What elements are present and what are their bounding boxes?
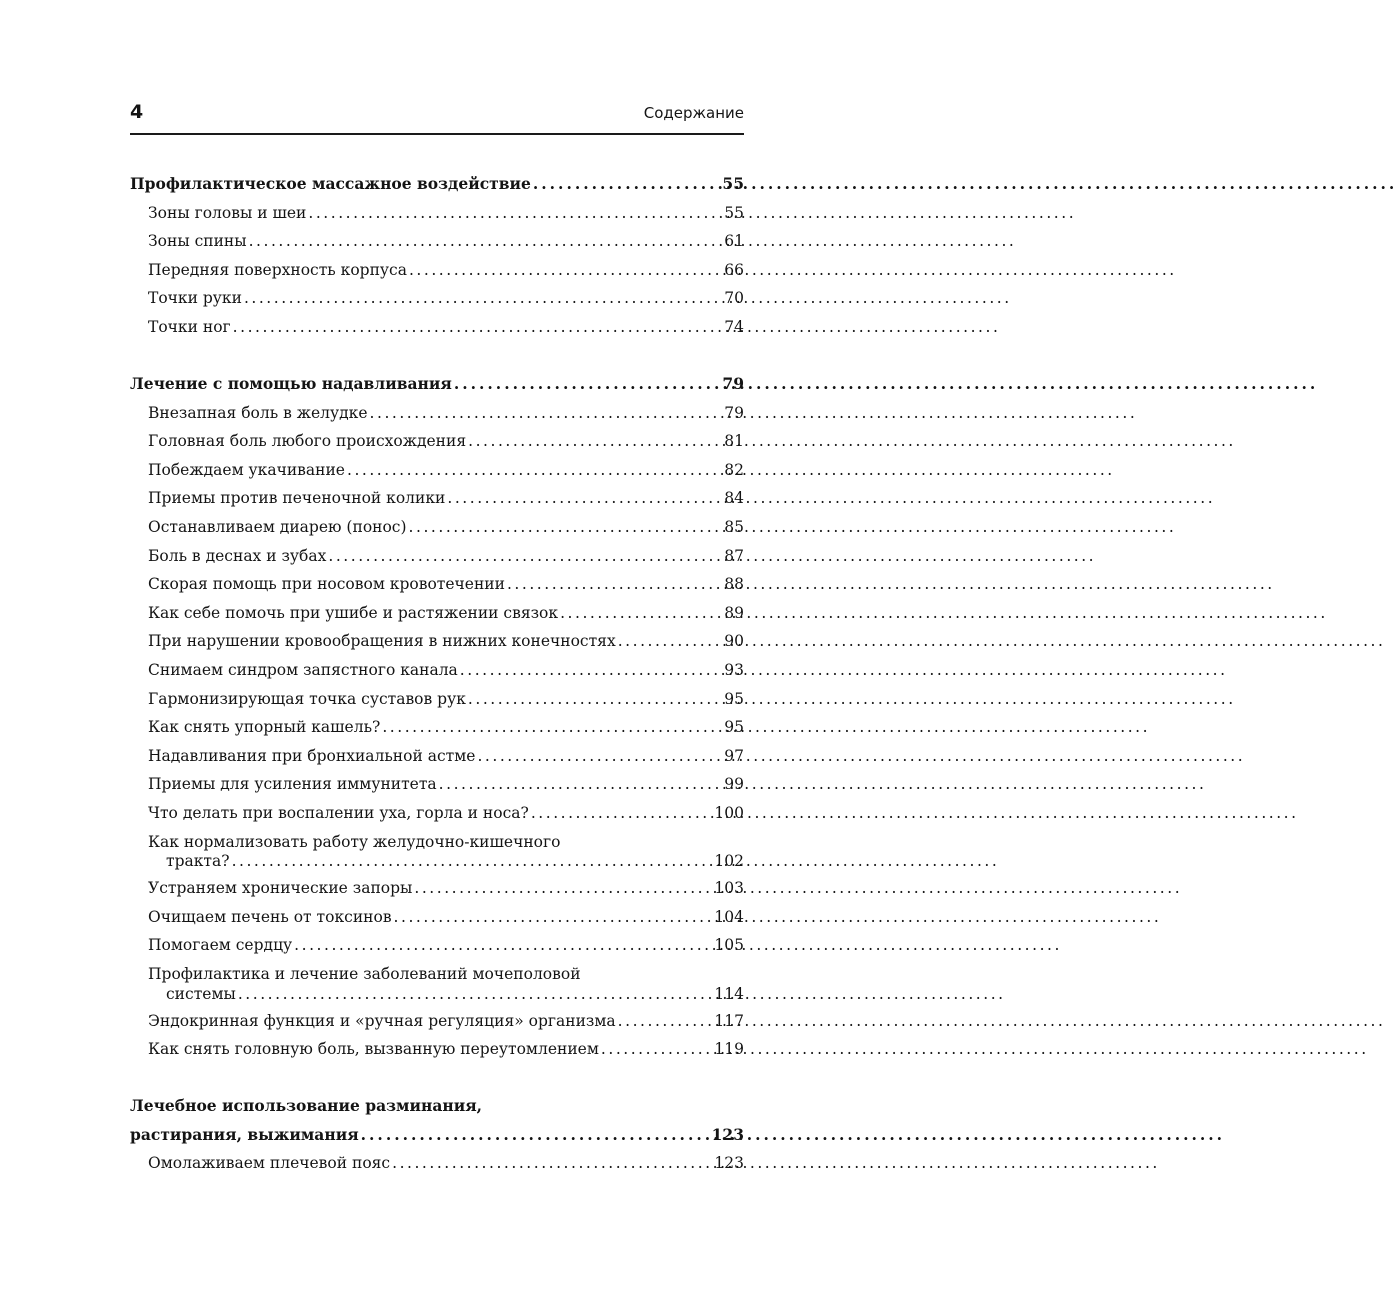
entry-title: Что делать при воспалении уха, горла и носа? — [148, 803, 529, 822]
dot-leader — [328, 542, 722, 571]
dot-leader — [454, 370, 721, 399]
dot-leader — [468, 427, 722, 456]
toc-entry[interactable] — [130, 313, 744, 342]
dot-leader — [460, 656, 722, 685]
toc-entry[interactable] — [130, 427, 744, 456]
entry-title: Побеждаем укачивание — [148, 460, 345, 479]
dot-leader — [394, 903, 713, 932]
entry-title: системы — [166, 984, 236, 1003]
toc-entry[interactable] — [130, 542, 744, 571]
chapter-title: Лечение с помощью надавливания — [130, 374, 452, 394]
entry-page: 88 — [724, 575, 744, 594]
entry-page: 95 — [724, 718, 744, 737]
toc-entry[interactable] — [130, 799, 744, 828]
chapter-page: 123 — [711, 1124, 744, 1144]
toc-section — [130, 1092, 744, 1178]
entry-page: 104 — [714, 907, 744, 926]
entry-title: Приемы против печеночной колики — [148, 489, 446, 508]
entry-page: 85 — [724, 518, 744, 537]
toc-entry[interactable] — [130, 399, 744, 428]
dot-leader — [507, 570, 722, 599]
dot-leader — [308, 199, 722, 228]
entry-page: 84 — [724, 489, 744, 508]
entry-page: 93 — [724, 661, 744, 679]
toc-entry[interactable] — [130, 256, 744, 285]
dot-leader — [294, 931, 712, 960]
entry-title: Очищаем печень от токсинов — [148, 907, 392, 926]
entry-title: Точки ног — [148, 317, 231, 336]
dot-leader — [233, 313, 723, 342]
toc-entry[interactable] — [130, 513, 744, 542]
dot-leader — [477, 742, 722, 771]
dot-leader — [533, 170, 721, 199]
dot-leader — [618, 1007, 713, 1036]
dot-leader — [382, 713, 722, 742]
entry-page: 99 — [724, 775, 744, 794]
entry-page: 61 — [724, 232, 744, 251]
entry-title: Скорая помощь при носовом кровотечении — [148, 575, 505, 594]
entry-page: 89 — [724, 603, 744, 622]
toc-entry[interactable] — [130, 227, 744, 256]
entry-title: Эндокринная функция и «ручная регуляция» организма — [148, 1011, 616, 1030]
toc-entry[interactable] — [130, 284, 744, 313]
dot-leader — [232, 850, 713, 872]
entry-page: 103 — [714, 879, 744, 898]
dot-leader — [409, 513, 723, 542]
entry-title: Надавливания при бронхиальной астме — [148, 746, 476, 765]
toc-entry[interactable] — [130, 1149, 744, 1178]
entry-title: При нарушении кровообращения в нижних конечностях — [148, 632, 616, 651]
dot-leader — [414, 874, 712, 903]
dot-leader — [249, 227, 723, 256]
entry-page: 105 — [714, 936, 744, 955]
toc-chapter-entry[interactable] — [130, 370, 744, 399]
entry-page: 70 — [724, 289, 744, 308]
toc-entry[interactable] — [130, 850, 744, 874]
entry-title: Зоны спины — [148, 232, 247, 251]
entry-title: Снимаем синдром запястного канала — [148, 661, 458, 679]
toc-entry[interactable] — [130, 484, 744, 513]
entry-page: 95 — [724, 689, 744, 708]
entry-title: Зоны головы и шеи — [148, 203, 307, 222]
entry-page: 100 — [714, 803, 744, 822]
dot-leader — [601, 1035, 713, 1064]
entry-title: Гармонизирующая точка суставов рук — [148, 689, 466, 708]
dot-leader — [560, 599, 722, 628]
entry-page: 55 — [724, 203, 744, 222]
chapter-title: растирания, выжимания — [130, 1124, 359, 1144]
table-of-contents — [130, 170, 744, 1178]
toc-entry[interactable] — [130, 1007, 744, 1036]
entry-title: Омолаживаем плечевой пояс — [148, 1154, 391, 1173]
toc-entry[interactable] — [130, 874, 744, 903]
dot-leader — [370, 399, 723, 428]
entry-title: Устраняем хронические запоры — [148, 879, 413, 898]
entry-page: 79 — [724, 403, 744, 422]
toc-section — [130, 370, 744, 1064]
toc-entry[interactable] — [130, 1035, 744, 1064]
toc-entry[interactable] — [130, 983, 744, 1007]
entry-page: 90 — [724, 632, 744, 651]
entry-page: 74 — [724, 317, 744, 336]
entry-page: 117 — [714, 1011, 744, 1030]
dot-leader — [361, 1121, 710, 1150]
entry-page: 114 — [714, 984, 744, 1003]
entry-page: 123 — [714, 1154, 744, 1173]
entry-page: 81 — [724, 432, 744, 451]
dot-leader — [244, 284, 722, 313]
entry-page: 82 — [724, 460, 744, 479]
toc-entry[interactable] — [130, 770, 744, 799]
entry-page: 102 — [714, 852, 744, 871]
chapter-title-line1[interactable]: Лечебное использование разминания, — [130, 1096, 483, 1116]
toc-section — [130, 170, 744, 342]
toc-entry[interactable] — [130, 570, 744, 599]
chapter-page: 55 — [722, 174, 744, 193]
entry-title: Боль в деснах и зубах — [148, 546, 327, 565]
toc-entry[interactable] — [130, 742, 744, 771]
chapter-page: 79 — [722, 374, 744, 394]
entry-page: 97 — [724, 746, 744, 765]
entry-title: Как снять головную боль, вызванную переутомлением — [148, 1040, 599, 1059]
entry-page: 66 — [724, 260, 744, 279]
dot-leader — [439, 770, 723, 799]
entry-title-line1[interactable]: Как нормализовать работу желудочно-кишечного — [148, 832, 561, 851]
entry-page: 119 — [714, 1040, 744, 1059]
entry-title: Как снять упорный кашель? — [148, 718, 381, 737]
toc-entry[interactable] — [130, 627, 744, 656]
entry-title: Останавливаем диарею (понос) — [148, 518, 407, 537]
header-rule — [130, 133, 744, 135]
dot-leader — [618, 627, 723, 656]
entry-title: Передняя поверхность корпуса — [148, 260, 407, 279]
dot-leader — [531, 799, 713, 828]
dot-leader — [347, 456, 722, 485]
entry-title: Как себе помочь при ушибе и растяжении связок — [148, 603, 559, 622]
entry-page: 87 — [724, 546, 744, 565]
dot-leader — [238, 983, 713, 1005]
toc-entry[interactable] — [130, 903, 744, 932]
toc-chapter-entry[interactable] — [130, 170, 744, 199]
page-number: 4 — [130, 101, 144, 123]
toc-chapter-entry[interactable] — [130, 1121, 744, 1150]
entry-title: тракта? — [166, 852, 230, 871]
entry-title-line1[interactable]: Профилактика и лечение заболеваний мочеполовой — [148, 964, 581, 983]
dot-leader — [468, 685, 722, 714]
entry-title: Внезапная боль в желудке — [148, 403, 368, 422]
entry-title: Точки руки — [148, 289, 242, 308]
running-head-title: Содержание — [643, 104, 744, 122]
chapter-title: Профилактическое массажное воздействие — [130, 174, 531, 193]
toc-entry[interactable] — [130, 456, 744, 485]
toc-entry[interactable] — [130, 599, 744, 628]
entry-title: Помогаем сердцу — [148, 936, 293, 955]
dot-leader — [392, 1149, 712, 1178]
dot-leader — [409, 256, 722, 285]
entry-title: Головная боль любого происхождения — [148, 432, 467, 451]
toc-entry[interactable] — [130, 199, 744, 228]
toc-entry[interactable] — [130, 685, 744, 714]
toc-entry[interactable] — [130, 931, 744, 960]
dot-leader — [447, 484, 722, 513]
toc-entry[interactable] — [130, 656, 744, 685]
entry-title: Приемы для усиления иммунитета — [148, 775, 437, 794]
toc-entry[interactable] — [130, 713, 744, 742]
